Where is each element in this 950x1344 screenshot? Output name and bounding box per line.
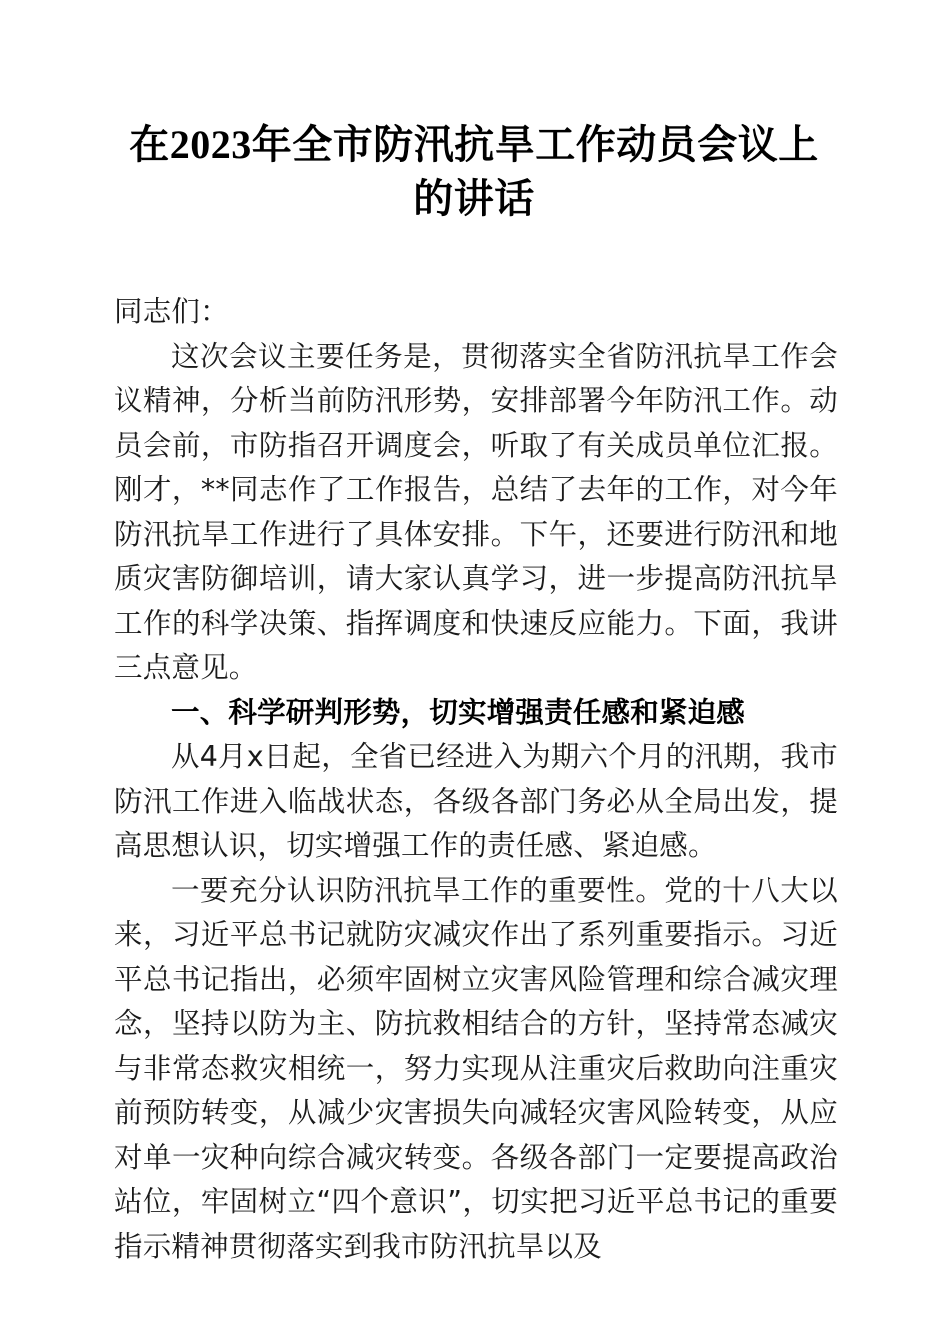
body-paragraph-2: 从4月x日起，全省已经进入为期六个月的汛期，我市防汛工作进入临战状态，各级各部门务必从全局出发，提高思想认识，切实增强工作的责任感、紧迫感。 [114,740,838,862]
section-heading-1: 一、科学研判形势，切实增强责任感和紧迫感 [171,695,746,729]
document-body [114,0,838,1269]
salutation-line: 同志们： [114,295,229,328]
page-title: 在2023年全市防汛抗旱工作动员会议上的讲话 [129,122,819,221]
body-paragraph-1: 这次会议主要任务是，贯彻落实全省防汛抗旱工作会议精神，分析当前防汛形势，安排部署今年防汛工作。动员会前，市防指召开调度会，听取了有关成员单位汇报。刚才，**同志作了工作报告，总结了去年的工作，对今年防汛抗旱工作进行了具体安排。下午，还要进行防汛和地质灾害防御培训，请大家认真学习，进一步提高防汛抗旱工作的科学决策、指挥调度和快速反应能力。下面，我讲三点意见。 [114,339,838,684]
body-paragraph-3: 一要充分认识防汛抗旱工作的重要性。党的十八大以来，习近平总书记就防灾减灾作出了系列重要指示。习近平总书记指出，必须牢固树立灾害风险管理和综合减灾理念，坚持以防为主、防抗救相结合的方针，坚持常态减灾与非常态救灾相统一，努力实现从注重灾后救助向注重灾前预防转变，从减少灾害损失向减轻灾害风险转变，从应对单一灾种向综合减灾转变。各级各部门一定要提高政治站位，牢固树立“四个意识”，切实把习近平总书记的重要指示精神贯彻落实到我市防汛抗旱以及 [114,873,838,1263]
